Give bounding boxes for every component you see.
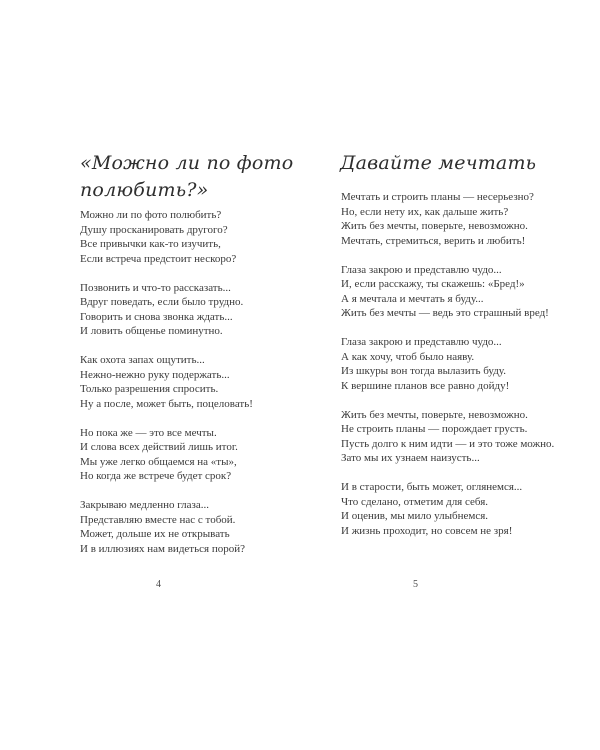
poem-body xyxy=(80,208,290,571)
poem-line: И жизнь проходит, но совсем не зря! xyxy=(341,524,513,537)
poem-line: И в иллюзиях нам видеться порой? xyxy=(80,542,245,555)
poem-line: Не строить планы — порождает грусть. xyxy=(341,423,528,435)
title-line: «Можно ли по фото xyxy=(80,152,294,174)
poem-line: Душу просканировать другого? xyxy=(80,223,228,236)
poem-title xyxy=(340,150,560,177)
page-number: 4 xyxy=(156,579,161,590)
poem-line: А я мечтала и мечтать я буду... xyxy=(341,292,484,305)
poem-line: Мечтать и строить планы — несерьезно? xyxy=(341,191,534,203)
title-line: полюбить?» xyxy=(80,179,209,201)
poem-line: И в старости, быть может, оглянемся... xyxy=(341,481,523,493)
stanza xyxy=(80,208,290,266)
stanza xyxy=(341,408,581,466)
poem-line: Ну а после, может быть, поцеловать! xyxy=(80,397,253,410)
stanza xyxy=(80,426,290,484)
poem-line: Говорить и снова звонка ждать... xyxy=(80,310,233,323)
poem-line: Можно ли по фото полюбить? xyxy=(80,209,222,221)
poem-line: Но пока же — это все мечты. xyxy=(80,426,217,439)
poem-line: Жить без мечты — ведь это страшный вред! xyxy=(341,307,549,319)
poem-line: Все привычки как-то изучить, xyxy=(80,238,221,250)
poem-line: Нежно-нежно руку подержать... xyxy=(80,368,230,381)
poem-line: Как охота запах ощутить... xyxy=(80,354,205,366)
poem-line: Жить без мечты, поверьте, невозможно. xyxy=(341,220,528,232)
poem-line: Представляю вместе нас с тобой. xyxy=(80,513,236,526)
stanza xyxy=(80,281,290,339)
poem-line: Если встреча предстоит нескоро? xyxy=(80,252,237,265)
stanza xyxy=(341,335,581,393)
poem-line: А как хочу, чтоб было наяву. xyxy=(341,350,475,363)
poem-line: Зато мы их узнаем наизусть... xyxy=(341,452,480,464)
poem-body xyxy=(341,190,581,553)
poem-line: И оценив, мы мило улыбнемся. xyxy=(341,510,489,522)
poem-line: Глаза закрою и представлю чудо... xyxy=(341,263,502,276)
stanza xyxy=(341,190,581,248)
poem-line: Только разрешения спросить. xyxy=(80,383,219,395)
poem-line: К вершине планов все равно дойду! xyxy=(341,379,510,392)
poem-line: Может, дольше их не открывать xyxy=(80,528,230,540)
stanza xyxy=(80,498,290,556)
poem-line: Но, если нету их, как дальше жить? xyxy=(341,205,509,218)
poem-line: Из шкуры вон тогда вылазить буду. xyxy=(341,365,506,377)
poem-line: И, если расскажу, ты скажешь: «Бред!» xyxy=(341,278,525,290)
poem-line: Мечтать, стремиться, верить и любить! xyxy=(341,234,526,247)
poem-line: И слова всех действий лишь итог. xyxy=(80,441,238,453)
right-page xyxy=(300,0,600,750)
poem-line: Но когда же встрече будет срок? xyxy=(80,470,232,482)
title-line: Давайте мечтать xyxy=(340,152,537,174)
poem-line: Что сделано, отметим для себя. xyxy=(341,495,489,508)
poem-line: Мы уже легко общаемся на «ты», xyxy=(80,455,237,468)
stanza xyxy=(341,480,581,538)
poem-line: Вдруг поведать, если было трудно. xyxy=(80,296,244,308)
poem-line: Закрываю медленно глаза... xyxy=(80,499,210,511)
stanza xyxy=(80,353,290,411)
poem-line: Жить без мечты, поверьте, невозможно. xyxy=(341,408,528,421)
poem-line: И ловить общенье поминутно. xyxy=(80,325,223,337)
poem-line: Глаза закрою и представлю чудо... xyxy=(341,336,502,348)
poem-line: Пусть долго к ним идти — и это тоже можно. xyxy=(341,437,555,450)
poem-line: Позвонить и что-то рассказать... xyxy=(80,281,231,294)
page-number: 5 xyxy=(413,579,418,590)
poem-title xyxy=(80,150,294,204)
stanza xyxy=(341,263,581,321)
